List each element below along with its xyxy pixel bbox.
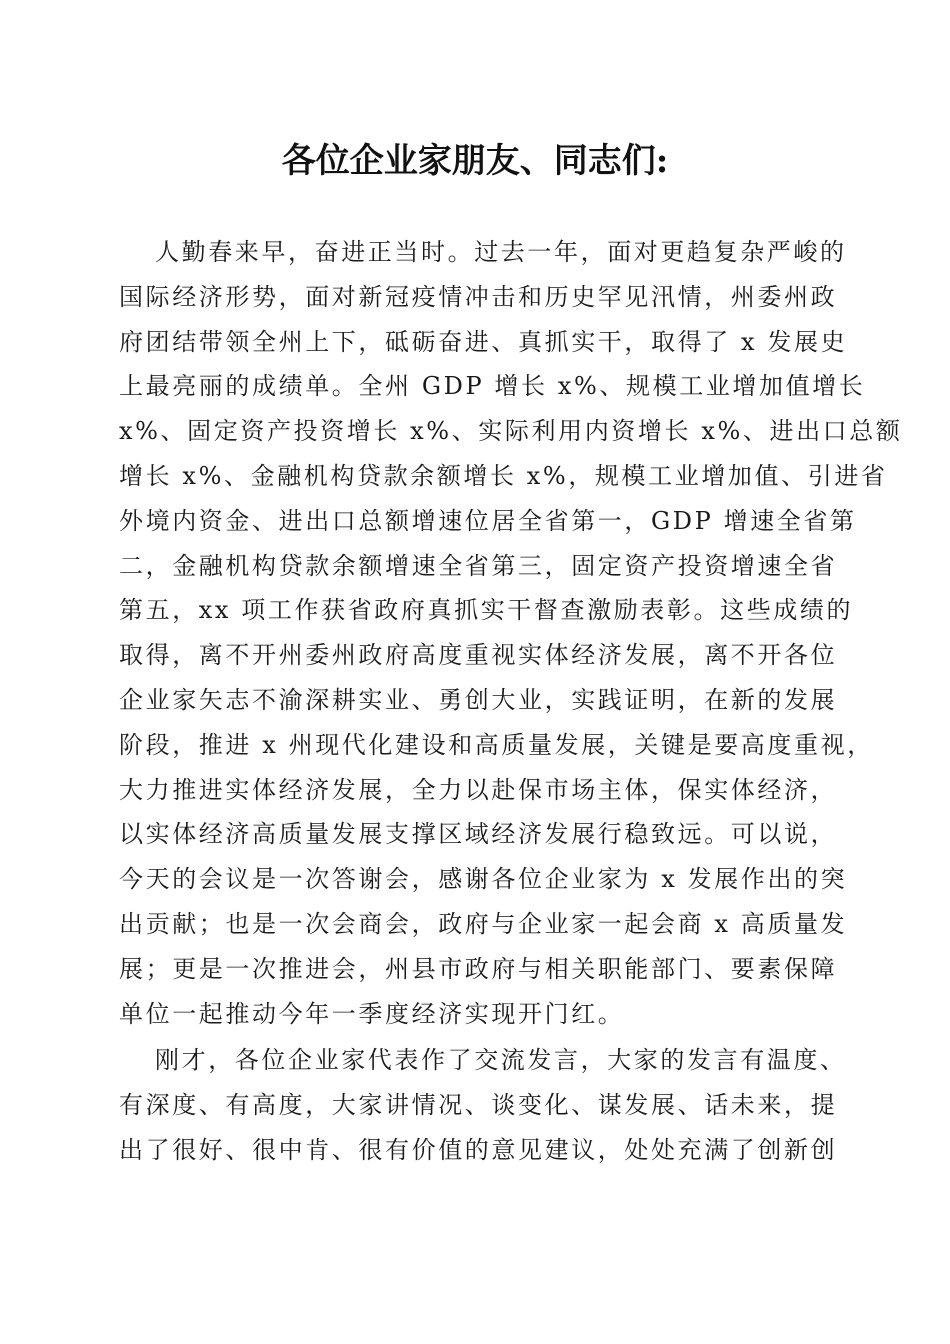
text-line: 增长 x%、金融机构贷款余额增长 x%，规模工业增加值、引进省 — [119, 461, 888, 490]
text-line: 出了很好、很中肯、很有价值的意见建议，处处充满了创新创 — [119, 1135, 838, 1164]
text-line: 外境内资金、进出口总额增速位居全省第一，GDP 增速全省第 — [119, 506, 857, 535]
text-line: 刚才，各位企业家代表作了交流发言，大家的发言有温度、 — [155, 1046, 847, 1075]
text-line: 上最亮丽的成绩单。全州 GDP 增长 x%、规模工业增加值增长 — [119, 372, 866, 401]
document-body — [119, 230, 903, 1173]
text-line: 今天的会议是一次答谢会，感谢各位企业家为 x 发展作出的突 — [119, 865, 848, 894]
text-line: 阶段，推进 x 州现代化建设和高质量发展，关键是要高度重视， — [119, 730, 874, 759]
paragraph-1 — [119, 230, 903, 1036]
text-line: 大力推进实体经济发展，全力以赴保市场主体，保实体经济， — [119, 775, 838, 804]
text-line: 二，金融机构贷款余额增速全省第三，固定资产投资增速全省 — [119, 551, 838, 580]
text-line: 人勤春来早，奋进正当时。过去一年，面对更趋复杂严峻的 — [155, 238, 847, 266]
text-line: x%、固定资产投资增长 x%、实际利用内资增长 x%、进出口总额 — [119, 417, 903, 446]
text-line: 企业家矢志不渝深耕实业、勇创大业，实践证明，在新的发展 — [119, 685, 838, 714]
text-line: 第五，xx 项工作获省政府真抓实干督查激励表彰。这些成绩的 — [119, 596, 854, 625]
text-line: 展；更是一次推进会，州县市政府与相关职能部门、要素保障 — [119, 954, 838, 983]
text-line: 以实体经济高质量发展支撑区域经济发展行稳致远。可以说， — [119, 820, 838, 849]
text-line: 有深度、有高度，大家讲情况、谈变化、谋发展、话未来，提 — [119, 1091, 838, 1120]
page-title: 各位企业家朋友、同志们: — [281, 141, 669, 181]
text-line: 单位一起推动今年一季度经济实现开门红。 — [119, 999, 625, 1028]
text-line: 出贡献；也是一次会商会，政府与企业家一起会商 x 高质量发 — [119, 909, 848, 938]
text-line: 国际经济形势，面对新冠疫情冲击和历史罕见汛情，州委州政 — [119, 282, 838, 311]
text-line: 府团结带领全州上下，砥砺奋进、真抓实干，取得了 x 发展史 — [119, 327, 848, 356]
text-line: 取得，离不开州委州政府高度重视实体经济发展，离不开各位 — [119, 641, 838, 670]
paragraph-2 — [119, 1038, 847, 1172]
